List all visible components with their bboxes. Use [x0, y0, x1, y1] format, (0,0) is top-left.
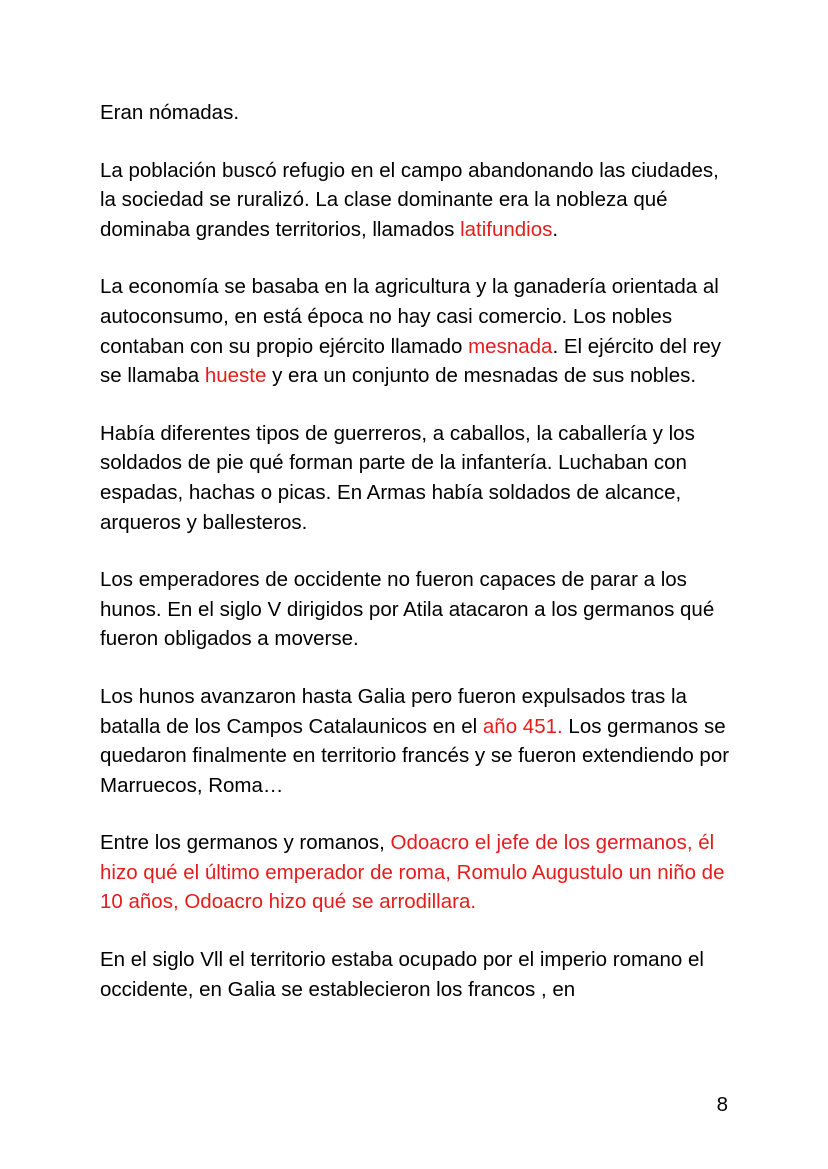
paragraph-2: [100, 156, 740, 245]
paragraph-1: [100, 98, 740, 128]
highlighted-passage-odoacro: Odoacro el jefe de los germanos, él hizo qué el último emperador de roma, Romulo Augustulo un niño de 10 años, Odoacro hizo qué se arrodillara.: [100, 831, 725, 914]
page-number: 8: [716, 1093, 728, 1116]
paragraph-7: [100, 828, 740, 917]
text-segment: Los emperadores de occidente no fueron capaces de parar a los hunos. En el siglo V dirigidos por Atila atacaron a los germanos qué fueron obligados a moverse.: [100, 568, 715, 651]
paragraph-6: [100, 682, 740, 800]
highlighted-term-latifundios: latifundios: [460, 217, 553, 241]
text-segment: y era un conjunto de mesnadas de sus nobles.: [266, 364, 697, 388]
text-segment: Los germanos se quedaron finalmente en territorio francés y se fueron extendiendo por Marruecos, Roma…: [100, 714, 730, 797]
paragraph-5: [100, 565, 740, 654]
highlighted-term-mesnada: mesnada: [468, 334, 553, 358]
text-segment: La población buscó refugio en el campo abandonando las ciudades, la sociedad se ruralizó. La clase dominante era la nobleza qué dominaba grandes territorios, llamados: [100, 158, 719, 241]
highlighted-date: año 451.: [482, 714, 563, 738]
text-segment: Eran nómadas.: [100, 101, 240, 124]
text-segment: En el siglo Vll el territorio estaba ocupado por el imperio romano el occidente, en Galia se establecieron los francos , en: [100, 948, 704, 1001]
text-segment: Entre los germanos y romanos,: [100, 831, 391, 855]
text-segment: Había diferentes tipos de guerreros, a caballos, la caballería y los soldados de pie qué forman parte de la infantería. Luchaban con espadas, hachas o picas. En Armas había soldados de alcance, arqueros y ballesteros.: [100, 421, 695, 534]
paragraph-8: [100, 945, 740, 1004]
document-body: [100, 98, 740, 1032]
highlighted-term-hueste: hueste: [204, 364, 267, 388]
paragraph-4: [100, 419, 740, 537]
text-segment: .: [552, 217, 559, 241]
text-segment: La economía se basaba en la agricultura y la ganadería orientada al autoconsumo, en está época no hay casi comercio. Los nobles contaban con su propio ejército llamado: [100, 275, 719, 358]
text-segment: . El ejército del rey se llamaba: [100, 334, 722, 388]
text-segment: Los hunos avanzaron hasta Galia pero fueron expulsados tras la batalla de los Campos Catalaunicos en el: [100, 684, 687, 738]
paragraph-3: [100, 272, 740, 390]
